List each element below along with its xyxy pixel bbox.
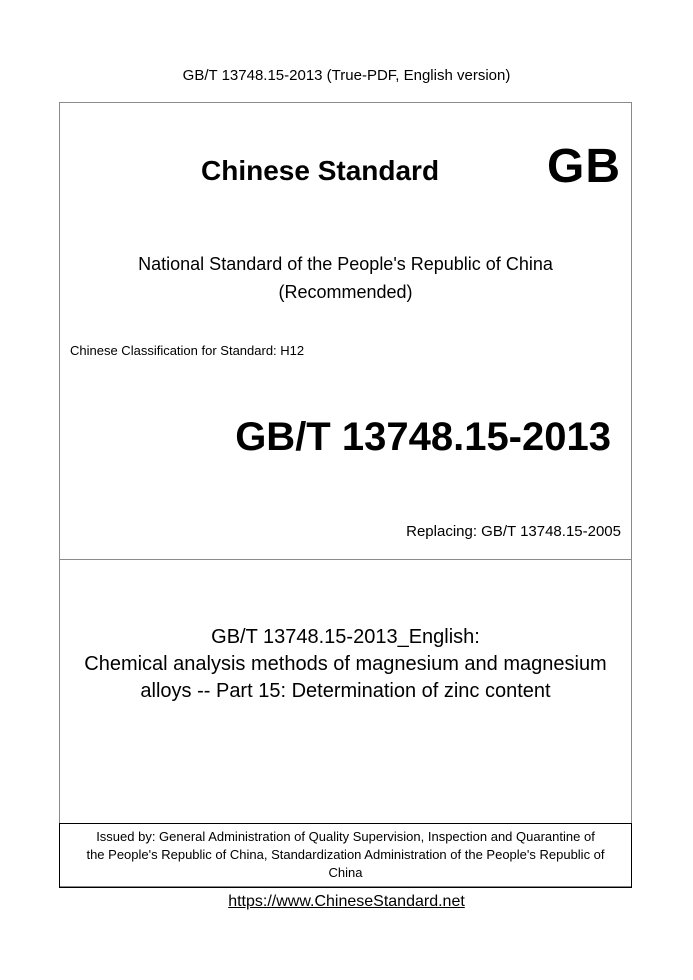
- issued-line-1: Issued by: General Administration of Quality Supervision, Inspection and Quarantine of: [96, 829, 595, 844]
- subtitle-line-2: (Recommended): [278, 282, 413, 302]
- subtitle-line-1: National Standard of the People's Republic of China: [138, 254, 553, 274]
- doc-title-line-3: alloys -- Part 15: Determination of zinc content: [140, 680, 551, 702]
- document-title: [60, 624, 631, 705]
- gb-mark: GB: [547, 140, 621, 193]
- issued-line-3: China: [328, 865, 363, 880]
- cover-frame: [59, 102, 632, 887]
- doc-title-line-1: GB/T 13748.15-2013_English:: [211, 626, 480, 648]
- website-link[interactable]: https://www.ChineseStandard.net: [228, 893, 465, 910]
- section-divider: [60, 559, 631, 560]
- cover-title: Chinese Standard: [201, 155, 440, 186]
- page-header: GB/T 13748.15-2013 (True-PDF, English version): [182, 67, 511, 84]
- replacing-note: Replacing: GB/T 13748.15-2005: [406, 523, 621, 540]
- standard-code: GB/T 13748.15-2013: [235, 415, 611, 459]
- issued-by-box: [59, 823, 632, 888]
- doc-title-line-2: Chemical analysis methods of magnesium and magnesium: [84, 653, 607, 675]
- issued-line-2: the People's Republic of China, Standardization Administration of the People's Republic of: [86, 847, 605, 862]
- classification-label: Chinese Classification for Standard: H12: [70, 343, 305, 358]
- cover-subtitle: [60, 250, 631, 306]
